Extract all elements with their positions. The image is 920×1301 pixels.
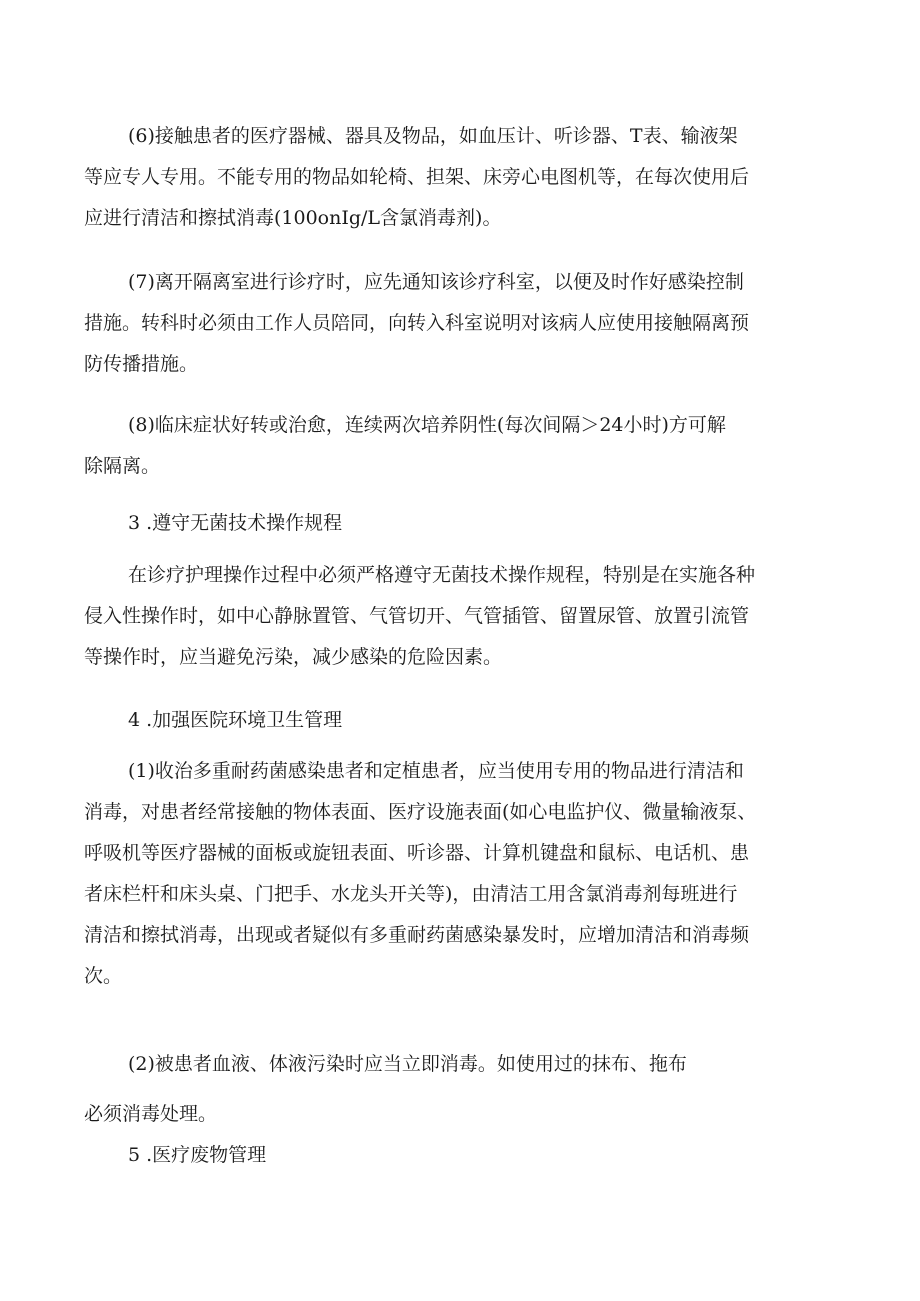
section-heading-3	[84, 503, 839, 544]
paragraph-line: 必须消毒处理。	[84, 1103, 218, 1125]
section-4-item-1	[84, 751, 839, 997]
paragraph-line: 防传播措施。	[84, 353, 199, 375]
paragraph-line: 措施。转科时必须由工作人员陪同，向转入科室说明对该病人应使用接触隔离预	[84, 312, 750, 334]
section-heading-4	[84, 700, 839, 741]
paragraph-line: (1)收治多重耐药菌感染患者和定植患者，应当使用专用的物品进行清洁和	[128, 760, 744, 782]
paragraph-line: 呼吸机等医疗器械的面板或旋钮表面、听诊器、计算机键盘和鼠标、电话机、患	[84, 842, 750, 864]
paragraph-8	[84, 405, 839, 487]
paragraph-line: 侵入性操作时，如中心静脉置管、气管切开、气管插管、留置尿管、放置引流管	[84, 605, 750, 627]
section-heading: 3 .遵守无菌技术操作规程	[128, 512, 343, 534]
paragraph-7	[84, 262, 839, 385]
paragraph-line: 次。	[84, 965, 123, 987]
section-heading-5	[84, 1135, 839, 1176]
section-3-body	[84, 555, 839, 678]
paragraph-line: 等应专人专用。不能专用的物品如轮椅、担架、床旁心电图机等，在每次使用后	[84, 166, 750, 188]
paragraph-line: 消毒，对患者经常接触的物体表面、医疗设施表面(如心电监护仪、微量输液泵、	[84, 801, 757, 823]
paragraph-line: (8)临床症状好转或治愈，连续两次培养阴性(每次间隔＞24小时)方可解	[128, 414, 726, 436]
paragraph-line: 除隔离。	[84, 455, 161, 477]
section-4-item-2	[84, 1039, 839, 1139]
paragraph-6	[84, 116, 839, 239]
paragraph-line: 等操作时，应当避免污染，减少感染的危险因素。	[84, 646, 503, 668]
paragraph-line: (2)被患者血液、体液污染时应当立即消毒。如使用过的抹布、拖布	[128, 1053, 687, 1075]
paragraph-line: (7)离开隔离室进行诊疗时，应先通知该诊疗科室，以便及时作好感染控制	[128, 271, 744, 293]
section-heading: 5 .医疗废物管理	[128, 1144, 267, 1166]
paragraph-line: 者床栏杆和床头桌、门把手、水龙头开关等)，由清洁工用含氯消毒剂每班进行	[84, 883, 738, 905]
paragraph-line: 在诊疗护理操作过程中必须严格遵守无菌技术操作规程，特别是在实施各种	[128, 564, 756, 586]
paragraph-line: (6)接触患者的医疗器械、器具及物品，如血压计、听诊器、T表、输液架	[128, 125, 738, 147]
paragraph-line: 清洁和擦拭消毒，出现或者疑似有多重耐药菌感染暴发时，应增加清洁和消毒频	[84, 924, 750, 946]
paragraph-line: 应进行清洁和擦拭消毒(100onIg/L含氯消毒剂)。	[84, 207, 502, 229]
section-heading: 4 .加强医院环境卫生管理	[128, 709, 343, 731]
